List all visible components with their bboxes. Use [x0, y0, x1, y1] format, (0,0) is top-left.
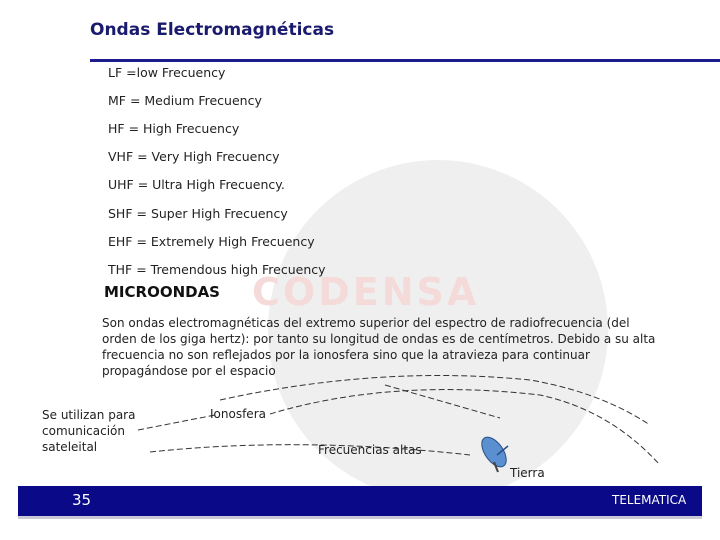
satellite-dish-icon — [477, 433, 511, 472]
description-paragraph: Son ondas electromagnéticas del extremo superior del espectro de radiofrecuencia (del orden de los giga hertz): por tanto su longitud de ondas es de centímetros. Debido a su alta frecuencia no son reflejados por la ionosfera sino que la atravieza para continuar propagándose por el espacio — [102, 316, 656, 378]
ionosphere-curve-upper — [220, 376, 650, 426]
slide-title: Ondas Electromagnéticas — [90, 20, 335, 40]
frequency-item-hf: HF = High Frecuency — [108, 121, 240, 136]
ionosphere-label: Ionosfera — [210, 407, 266, 421]
frequency-item-shf: SHF = Super High Frecuency — [108, 206, 288, 221]
page-number: 35 — [72, 491, 92, 509]
frequency-item-mf: MF = Medium Frecuency — [108, 93, 262, 108]
section-title: MICROONDAS — [104, 283, 220, 301]
frequency-item-thf: THF = Tremendous high Frecuency — [108, 262, 326, 277]
watermark-logo: CODENSA — [252, 270, 480, 314]
frequency-item-uhf: UHF = Ultra High Frecuency. — [108, 177, 285, 192]
earth-label: Tierra — [510, 466, 545, 480]
frequency-item-lf: LF =low Frecuency — [108, 65, 226, 80]
frequency-item-ehf: EHF = Extremely High Frecuency — [108, 234, 315, 249]
high-frequencies-label: Frecuencias altas — [318, 443, 422, 457]
footer-bar — [18, 486, 702, 519]
usage-note: Se utilizan para comunicación sateleital — [42, 408, 136, 454]
frequency-item-vhf: VHF = Very High Frecuency — [108, 149, 280, 164]
footer-label: TELEMATICA — [612, 493, 687, 507]
wave-path-bottom — [150, 445, 470, 455]
